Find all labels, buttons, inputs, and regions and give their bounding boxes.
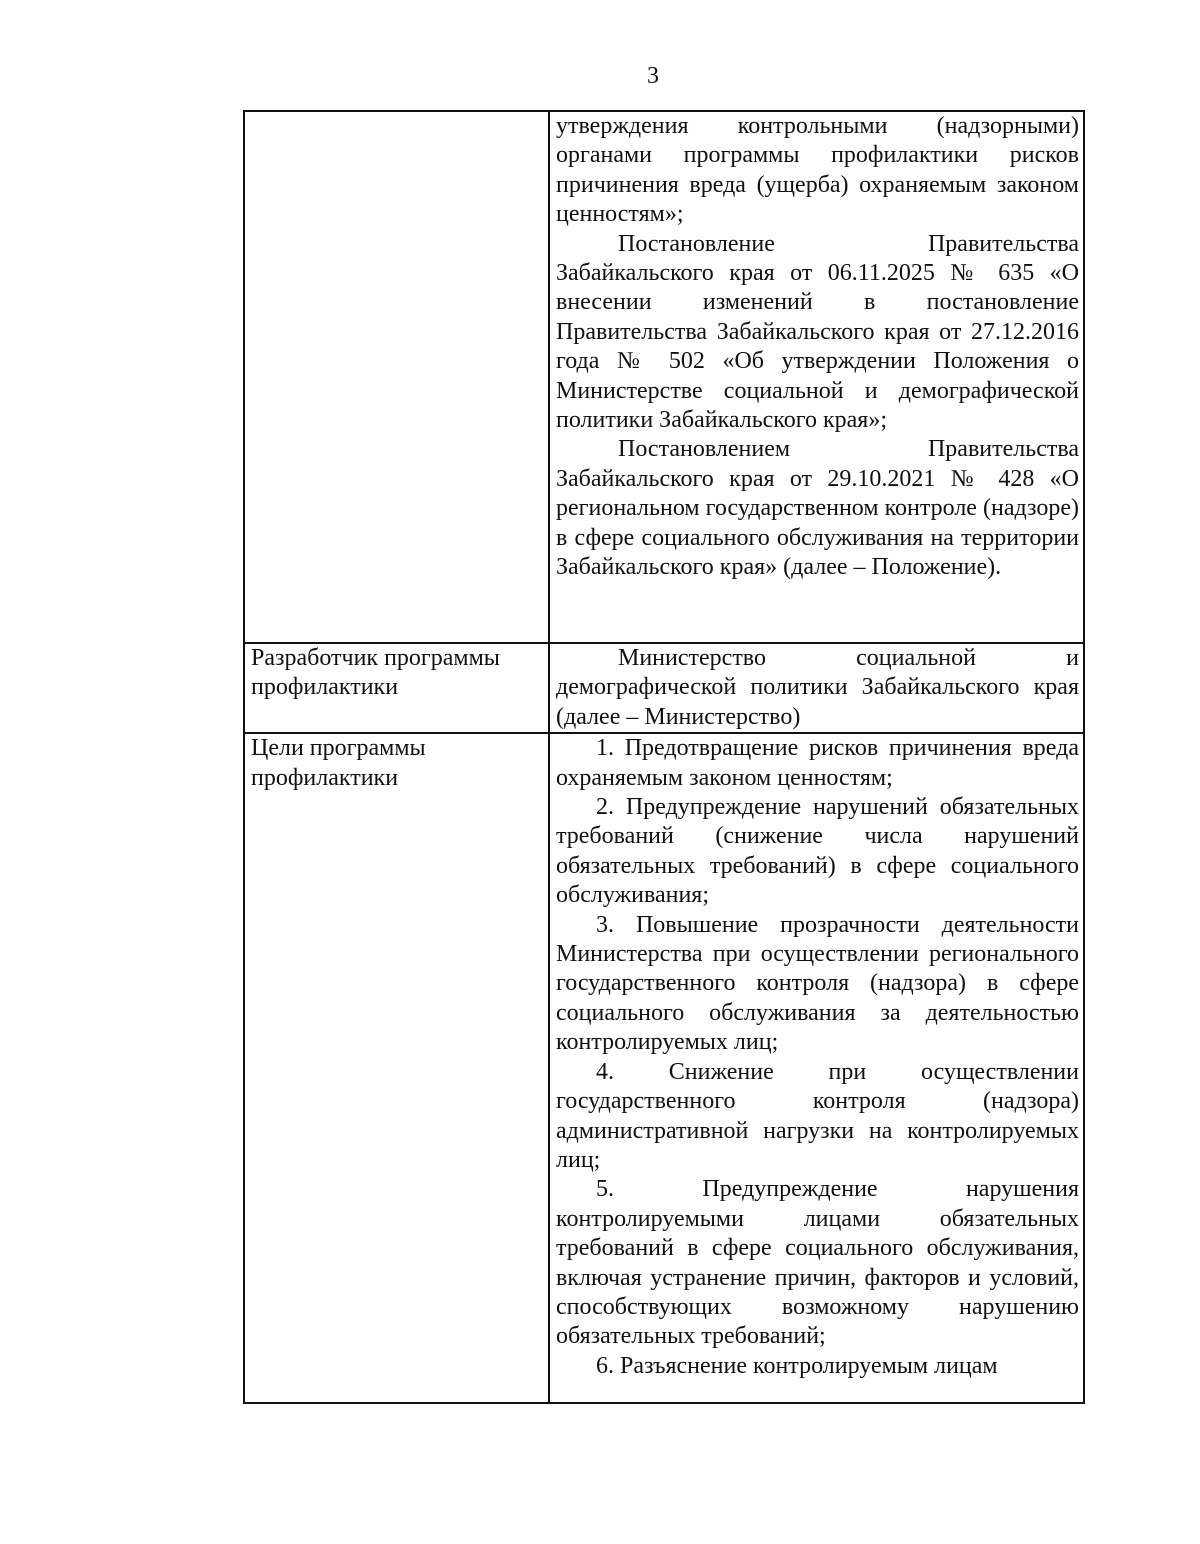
table-cell-label — [244, 643, 549, 733]
page-number: 3 — [647, 63, 659, 89]
table-cell-content — [549, 111, 1084, 643]
table-row — [244, 733, 1084, 1403]
goal-item: 2. Предупреждение нарушений обязательных требований (снижение числа нарушений обязательных требований) в сфере социального обслуживания; — [556, 794, 1079, 909]
paragraph: Постановление Правительства Забайкальского края от 06.11.2025 № 635 «О внесении изменений в постановление Правительства Забайкальского края от 27.12.2016 года № 502 «Об утверждении Положения о Министерстве социальной и демографической политики Забайкальского края»; — [556, 230, 1079, 434]
paragraph: утверждения контрольными (надзорными) органами программы профилактики рисков причинения вреда (ущерба) охраняемым законом ценностям»; — [556, 113, 1079, 228]
goal-item: 6. Разъяснение контролируемым лицам — [596, 1352, 998, 1379]
table-cell-content — [549, 733, 1084, 1403]
row-label: Разработчик программы профилактики — [251, 645, 500, 701]
goal-item: 1. Предотвращение рисков причинения вреда охраняемым законом ценностям; — [556, 735, 1079, 791]
paragraph: Постановлением Правительства Забайкальского края от 29.10.2021 № 428 «О региональном государственном контроле (надзоре) в сфере социального обслуживания на территории Забайкальского края» (далее – Положение). — [556, 436, 1079, 581]
goal-item: 5. Предупреждение нарушения контролируемыми лицами обязательных требований в сфере социального обслуживания, включая устранение причин, факторов и условий, способствующих возможному нарушению обязательных требований; — [556, 1176, 1079, 1350]
program-passport-table — [243, 110, 1085, 1404]
table-row — [244, 643, 1084, 733]
goal-item: 3. Повышение прозрачности деятельности Министерства при осуществлении регионального государственного контроля (надзора) в сфере социального обслуживания за деятельностью контролируемых лиц; — [556, 911, 1079, 1056]
table-row — [244, 111, 1084, 643]
paragraph: Министерство социальной и демографической политики Забайкальского края (далее – Министерство) — [556, 645, 1079, 730]
row-label: Цели программы профилактики — [251, 735, 426, 791]
table-cell-content — [549, 643, 1084, 733]
table-cell-label — [244, 111, 549, 643]
goal-item: 4. Снижение при осуществлении государственного контроля (надзора) административной нагрузки на контролируемых лиц; — [556, 1058, 1079, 1173]
table-cell-label — [244, 733, 549, 1403]
